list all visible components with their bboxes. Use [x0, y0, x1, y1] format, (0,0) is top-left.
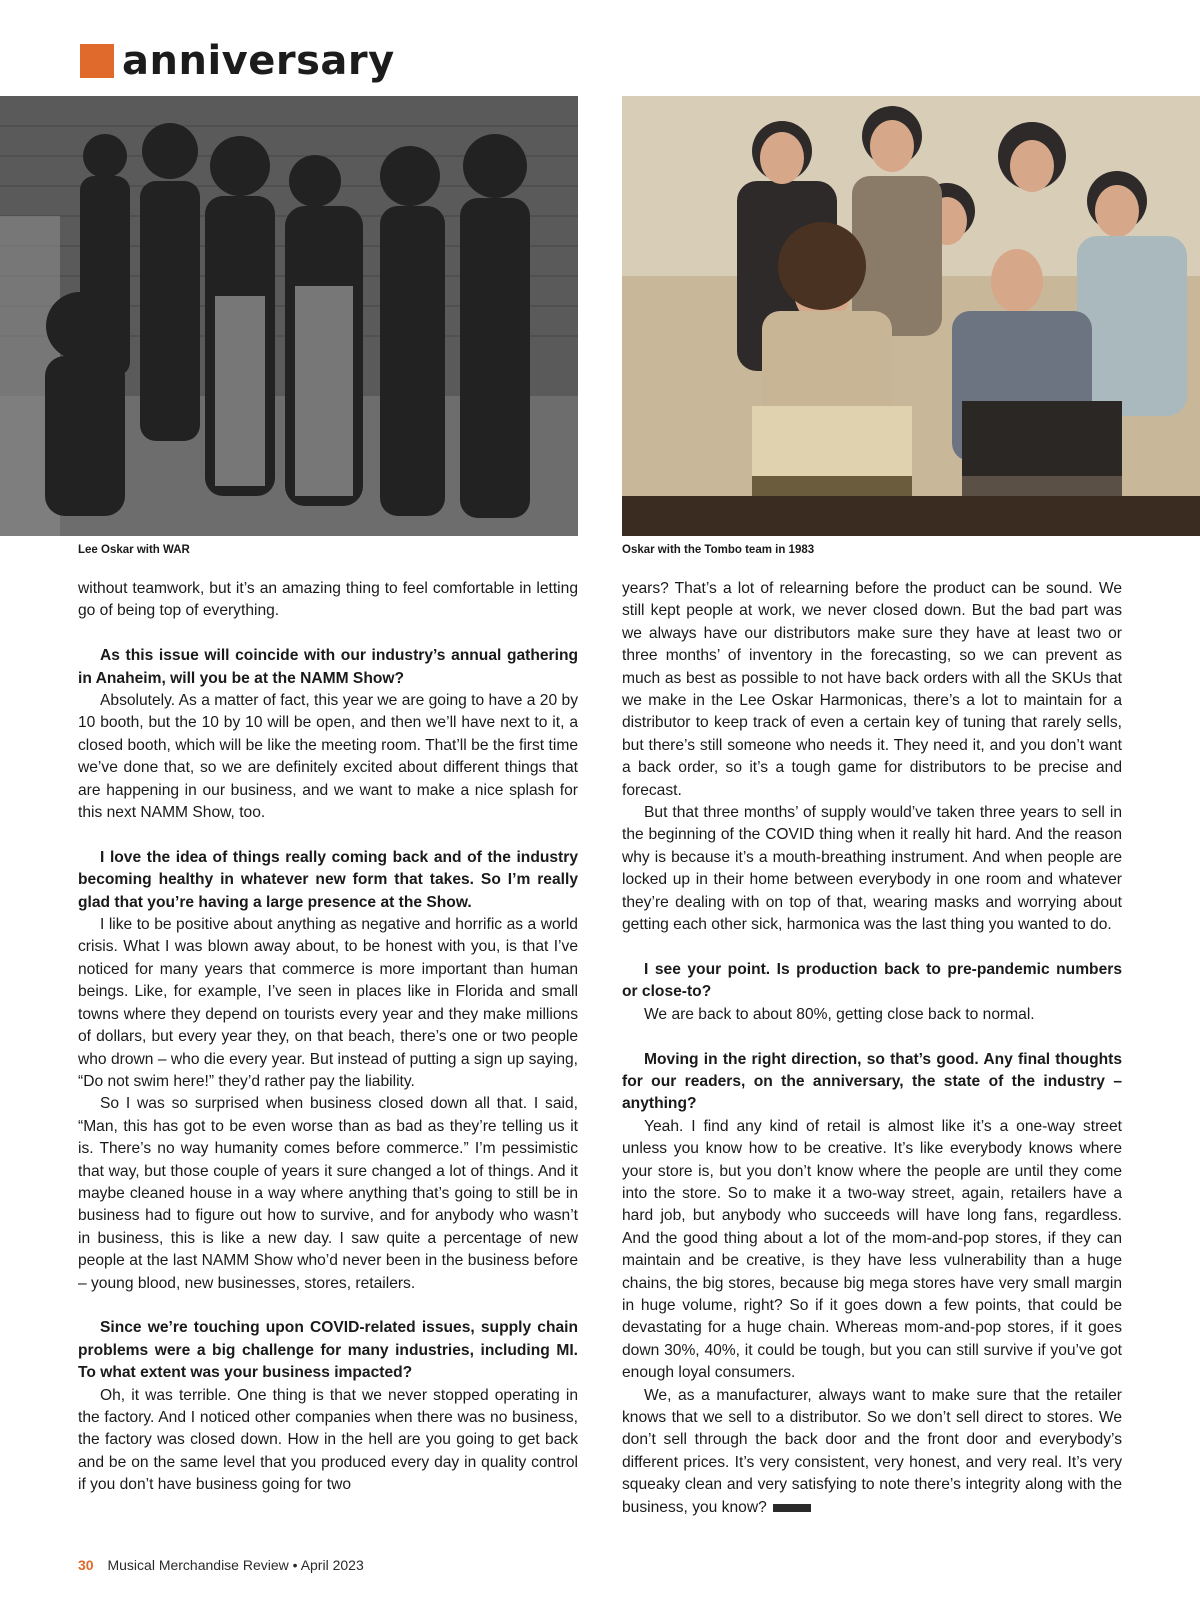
- final-answer-text: We, as a manufacturer, always want to make sure that the retailer knows that we sell to a distributor. So we don’t sell direct to stores. We don’t sell through the back door and the front door and everybody’s different prices. It’s very consistent, very honest, and very real. It’s very squeaky clean and very satisfying to note there’s integrity along with the business, you know?: [622, 1386, 1122, 1516]
- interview-question: As this issue will coincide with our industry’s annual gathering in Anaheim, will you be at the NAMM Show?: [78, 647, 578, 687]
- interview-answer: Absolutely. As a matter of fact, this year we are going to have a 20 by 10 booth, but the 10 by 10 will be open, and then we’ll have next to it, a closed booth, which will be like the meeting room. That’ll be the first time we’ve done that, so we are definitely excited about different things that are happening in our business, and we want to make a nice splash for this next NAMM Show, too.: [78, 692, 578, 822]
- article-column-right: [622, 578, 1122, 1519]
- page-number: 30: [78, 1557, 94, 1573]
- section-header: [80, 36, 395, 86]
- interview-answer: We are back to about 80%, getting close back to normal.: [644, 1005, 1035, 1023]
- photo-lee-oskar-with-war: [0, 96, 578, 536]
- interview-question: Moving in the right direction, so that’s good. Any final thoughts for our readers, on the anniversary, the state of the industry – anything?: [622, 1050, 1122, 1113]
- interview-answer: I like to be positive about anything as negative and horrific as a world crisis. What I was blown away about, to be honest with you, is that I’ve noticed for many years that commerce is more important than human beings. Like, for example, I’ve seen in places like in Florida and small towns where they depend on tourists every year and they make millions of dollars, but every year they, on that beach, there’s one or two people who drown – who die every year. But instead of putting a sign up saying, “Do not swim here!” they’d rather pay the liability.: [78, 916, 578, 1090]
- section-title: anniversary: [122, 38, 395, 84]
- interview-question: Since we’re touching upon COVID-related issues, supply chain problems were a big challenge for many industries, including MI. To what extent was your business impacted?: [78, 1319, 578, 1382]
- photo-caption-left: Lee Oskar with WAR: [78, 544, 190, 556]
- article-column-left: [78, 578, 578, 1497]
- paragraph: years? That’s a lot of relearning before the product can be sound. We still kept people at work, we never closed down. But the bad part was we always have our distributors make sure they have at least two or three months’ of inventory in the forecasting, so we can prevent as much as best as possible to not have back orders with all the SKUs that we make in the Lee Oskar Harmonicas, there’s a lot to maintain for a distributor to keep track of even a certain key of tuning that rarely sells, but there’s still someone who needs it. They need it, and you don’t want a back order, so it’s a tough game for distributors to be precise and forecast.: [622, 580, 1122, 799]
- interview-answer: [622, 1385, 1122, 1519]
- section-marker-square: [80, 44, 114, 78]
- photo-tombo-team-1983: [622, 96, 1200, 536]
- interview-answer: But that three months’ of supply would’ve taken three years to sell in the beginning of the COVID thing when it really hit hard. And the reason why is because it’s a mouth-breathing instrument. And when people are locked up in their home between everybody in one room and whatever they’re dealing with on top of that, wearing masks and worrying about getting each other sick, harmonica was the last thing you wanted to do.: [622, 804, 1122, 934]
- interview-answer: So I was so surprised when business closed down all that. I said, “Man, this has got to be even worse than as bad as they’re telling us it is. There’s no way humanity comes before commerce.” I’m pessimistic that way, but those couple of years it sure changed a lot of things. And it maybe cleaned house in a way where anything that’s going to still be in business had to figure out how to survive, and for anybody who wasn’t in business, this is like a new day. I saw quite a percentage of new people at the last NAMM Show who’d never been in the business before – young blood, new businesses, stores, retailers.: [78, 1095, 578, 1292]
- paragraph: without teamwork, but it’s an amazing thing to feel comfortable in letting go of being top of everything.: [78, 580, 578, 620]
- magazine-name: Musical Merchandise Review: [107, 1557, 289, 1573]
- page-footer: [78, 1557, 364, 1573]
- interview-answer: Yeah. I find any kind of retail is almost like it’s a one-way street unless you know how to be creative. It’s like everybody knows where your store is, but you don’t know where the people are until they come into the store. So to make it a two-way street, again, retailers have a hard job, but anybody who succeeds will have long fans, regardless. And the good thing about a lot of the mom-and-pop stores, if they can maintain and be creative, is they have less vulnerability than a huge chains, the big stores, because big mega stores have very small margin in huge volume, right? So if it goes down a few points, that could be devastating for a huge chain. Whereas mom-and-pop stores, if it goes down 30%, 40%, it could be tough, but you can still survive if you’ve got enough loyal consumers.: [622, 1117, 1122, 1382]
- end-of-article-icon: [773, 1504, 811, 1512]
- footer-bullet: •: [292, 1557, 298, 1573]
- issue-date: April 2023: [300, 1557, 364, 1573]
- interview-question: I see your point. Is production back to pre-pandemic numbers or close-to?: [622, 960, 1122, 1001]
- photo-caption-right: Oskar with the Tombo team in 1983: [622, 544, 815, 556]
- interview-answer: Oh, it was terrible. One thing is that we never stopped operating in the factory. And I noticed other companies when there was no business, the factory was closed down. How in the hell are you going to get back and be on the same level that you produced every day in quality control if you don’t have business going for two: [78, 1386, 578, 1494]
- interview-question: I love the idea of things really coming back and of the industry becoming healthy in whatever new form that takes. So I’m really glad that you’re having a large presence at the Show.: [78, 848, 578, 911]
